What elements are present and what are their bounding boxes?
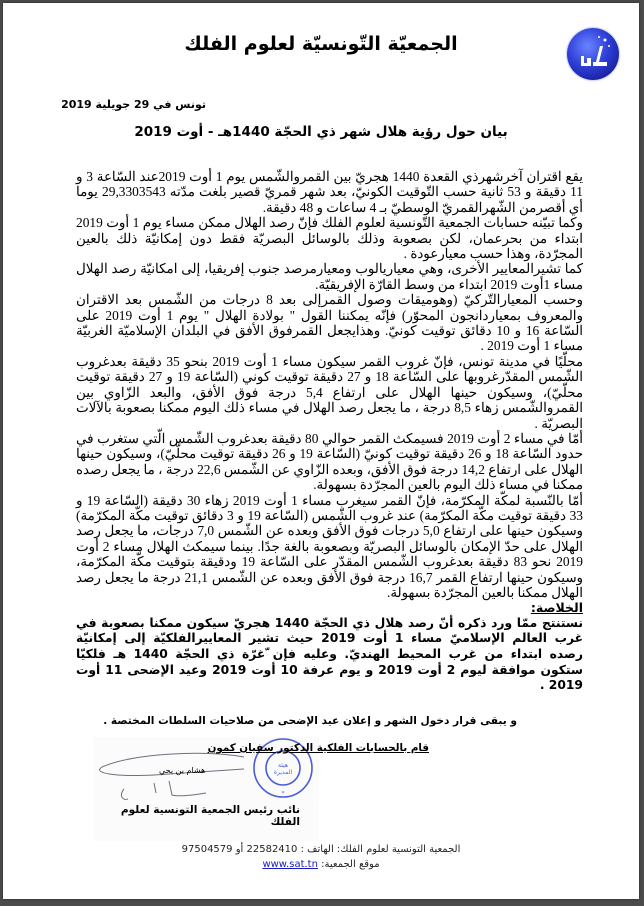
closing-note: و يبقى قرار دخول الشهر و إعلان عيد الإضحى من صلاحيات السلطات المختصة . xyxy=(103,715,517,727)
summary-heading: الخلاصة: xyxy=(530,600,583,616)
paragraph-sat-calculations: وكما تبيّنه حسابات الجمعية التّونسية لعلوم الفلك فإنّ رصد الهلال ممكن مساء يوم 1 أوت 2019 ابتداء من بحرعمان، لكن بصعوبة وذلك بالوسائل البصريّة فقط دون إمكانيّة ذلك بالعين المجرّدة، وهذا حسب معيارعودة . xyxy=(76,215,583,262)
calculated-by: قام بالحسابات الفلكية الدكتور سفيان كمون xyxy=(207,742,429,754)
svg-text:المديرة: المديرة xyxy=(273,769,293,776)
signer-title: نائب رئيس الجمعية التونسية لعلوم الفلك xyxy=(120,804,300,828)
handwritten-name: هشام بن يحي xyxy=(159,766,206,775)
website-link[interactable]: www.sat.tn xyxy=(262,859,318,870)
footer xyxy=(3,842,639,872)
stamp-text: هيئة xyxy=(277,762,289,769)
organization-title: الجمعيّة التّونسيّة لعلوم الفلك xyxy=(184,33,458,55)
paragraph-tunis-aug2: أمّا في مساء 2 أوت 2019 فسيمكث القمر حوالي 80 دقيقة بعدغروب الشّمس الّتي ستغرب في حدود السّاعة 18 و 26 دقيقة توقيت كونيّ (السّاعة 19 و 26 دقيقة توقيت محلّيّ)، وسيكون حينها الهلال على ارتفاع 14,2 درجة فوق الأفق، وبعده الزّاوي عن الشّمس 22,6 درجة ، ما يجعل رصده ممكنا في مساء ذلك اليوم بالعين المجرّدة بسهولة. xyxy=(76,430,583,493)
statement-title: بيان حول رؤية هلال شهر ذي الحجّة 1440هـ - أوت 2019 xyxy=(134,124,508,140)
svg-text:*: * xyxy=(281,791,285,797)
website-label: موقع الجمعية: xyxy=(321,859,380,870)
paragraph-tunis-aug1: محلّيًا في مدينة تونس، فإنّ غروب القمر سيكون مساء 1 أوت 2019 بنحو 35 دقيقة بعدغروب الشّمس المقدّرغروبها على السّاعة 18 و 27 دقيقة توقيت كوني (السّاعة 19 و 27 دقيقة توقيت محلّيّ)، وسيكون حينها الهلال على ارتفاع 5,4 درجة فوق الأفق، والبعد الزّاوي بين القمروالشّمس زهاء 8,5 درجة ، ما يجعل رصد الهلال في مساء ذلك اليوم ممكنا بصعوبة بالآلات البصريّة . xyxy=(76,353,583,431)
summary-text: نستنتج ممّا ورد ذكره أنّ رصد هلال ذي الحجّة 1440 هجريّ سيكون ممكنا بصعوبة في غرب العالم الإسلاميّ مساء 1 أوت 2019 حيث تشير المعاييرالفلكيّة إلى إمكانيّة رصده ابتداء من غرب المحيط الهنديّ. وعليه فإن ّغرّة ذي الحجّة 1440 هـ فلكيّا ستكون موافقة ليوم 2 أوت 2019 و يوم عرفة 10 أوت 2019 وعيد الإضحى 11 أوت 2019 . xyxy=(76,615,584,693)
paragraph-other-criteria: كما تشيرالمعايير الأخرى، وهي معياريالوب ومعيارمرصد جنوب إفريقيا، إلى امكانيّة رصد الهلال مساء 1أوت 2019 ابتداء من وسط القارّة الإفريقيّة. xyxy=(76,261,583,292)
footer-website xyxy=(3,857,639,872)
signature-scribble-icon xyxy=(94,745,254,805)
statement-body xyxy=(76,169,583,694)
paragraph-conjunction: يقع اقتران آخرشهرذي القعدة 1440 هجريّ بين القمروالشّمس يوم 1 أوت 2019عند السّاعة 3 و 11 دقيقة و 53 ثانية حسب التّوقيت الكونيّ، بعد شهر قمريّ قصير بلغت مدّته 29,3303543 يوما أي أقصرمن الشّهرالقمريّ الوسطيّ بـ 4 ساعات و 48 دقيقة. xyxy=(76,169,583,215)
date-line: تونس في 29 جويلية 2019 xyxy=(61,98,206,111)
footer-contact: الجمعية التونسية لعلوم الفلك: الهاتف : 22582410 أو 97504579 xyxy=(181,844,461,855)
paragraph-mecca: أمّا بالنّسبة لمكّة المكرّمة، فإنّ القمر سيغرب مساء 1 أوت 2019 زهاء 30 دقيقة (السّاعة 19 و 33 دقيقة توقيت مكّة المكرّمة) عند غروب الشّمس (السّاعة 19 و 3 دقائق توقيت مكّة المكرّمة) وسيكون حينها على ارتفاع 5,0 درجات فوق الأفق وبعده عن الشّمس 7,0 درجات، ما يجعل رصد الهلال على حدّ الإمكان بالوسائل البصريّة وبصعوبة بالغة جدًا. بينما سيمكث الهلال مساء 2 أوت 2019 نحو 83 دقيقة بعدغروب الشّمس المقدّر على السّاعة 19 ودقيقة بتوقيت مكّة المكرّمة، وسيكون حينها ارتفاع القمر 16,7 درجة فوق الأفق وبعده عن الشّمس 21,1 درجة ما يجعل رصد الهلال ممكنا بالعين المجرّدة بسهولة. xyxy=(76,492,584,600)
document-page xyxy=(3,3,639,899)
paragraph-turkish-criterion: وحسب المعيارالتّركيّ (وهوميقات وصول القمرإلى بعد 8 درجات من الشّمس بعد الاقتران والمعروف بمعياردانجون المحوّر) فإنّه يمكننا القول " بولادة الهلال " يوم 1 أوت 2019 على السّاعة 16 و 10 دقائق توقيت كونيّ. وهذايجعل القمرفوق الأفق في البلدان الإسلاميّة الغربيّة مساء 1 أوت 2019 . xyxy=(76,292,584,354)
